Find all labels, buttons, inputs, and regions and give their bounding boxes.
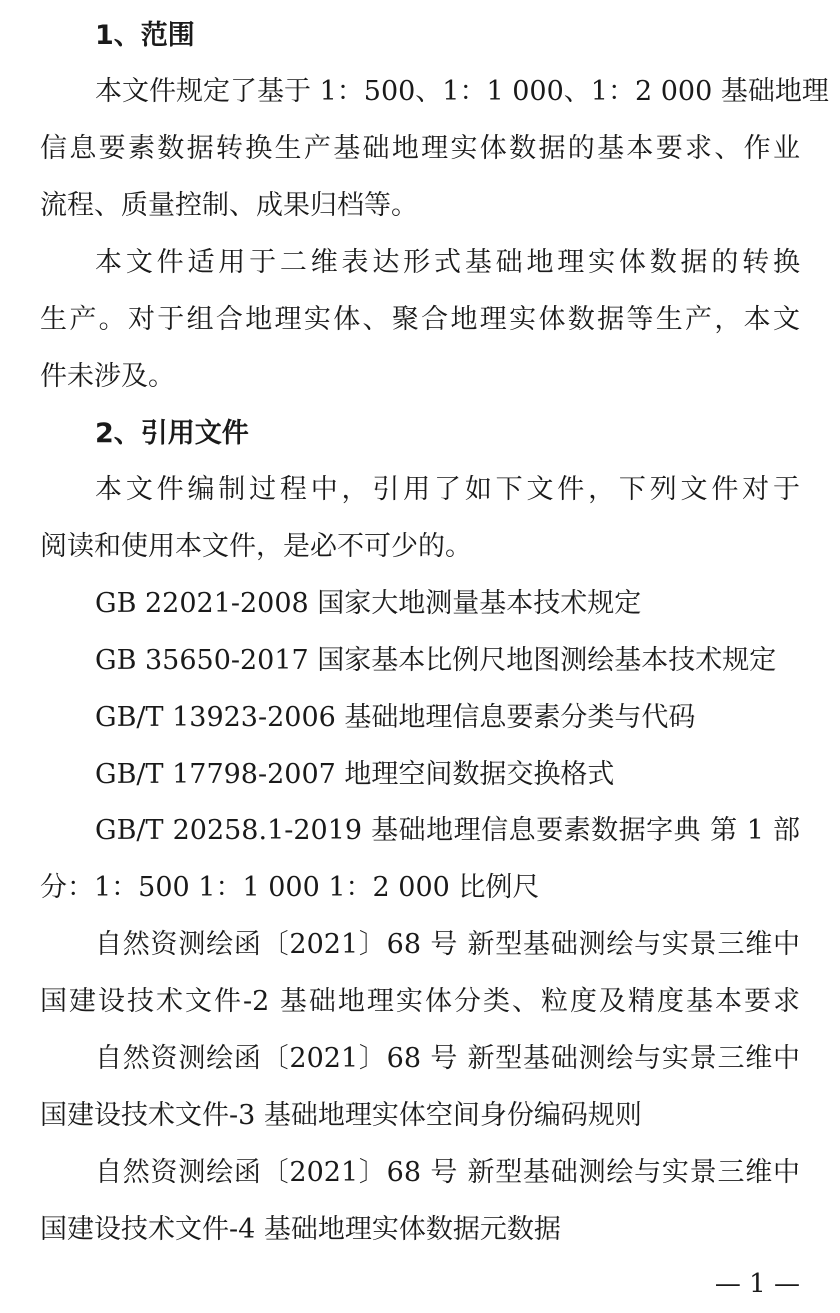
reference-item-continuation: 国建设技术文件-3 基础地理实体空间身份编码规则 [40, 1100, 642, 1131]
paragraph-line: 流程、质量控制、成果归档等。 [40, 190, 418, 221]
section-heading-references: 2、引用文件 [95, 418, 249, 449]
reference-item: GB/T 17798-2007 地理空间数据交换格式 [95, 759, 615, 790]
reference-item: GB/T 20258.1-2019 基础地理信息要素数据字典 第 1 部 [95, 815, 800, 846]
paragraph-line: 生产。对于组合地理实体、聚合地理实体数据等生产，本文 [40, 304, 800, 335]
paragraph-line: 阅读和使用本文件，是必不可少的。 [40, 531, 472, 562]
reference-item: 自然资测绘函〔2021〕68 号 新型基础测绘与实景三维中 [95, 1043, 800, 1074]
reference-item: 自然资测绘函〔2021〕68 号 新型基础测绘与实景三维中 [95, 929, 800, 960]
reference-item-continuation: 国建设技术文件-2 基础地理实体分类、粒度及精度基本要求 [40, 986, 800, 1017]
paragraph-line: 本文件规定了基于 1：500、1：1 000、1：2 000 基础地理 [95, 76, 829, 107]
reference-item: GB 35650-2017 国家基本比例尺地图测绘基本技术规定 [95, 645, 777, 676]
section-heading-scope: 1、范围 [95, 20, 195, 51]
reference-item-continuation: 分：1：500 1：1 000 1：2 000 比例尺 [40, 872, 540, 903]
paragraph-line: 信息要素数据转换生产基础地理实体数据的基本要求、作业 [40, 133, 800, 164]
paragraph-line: 本文件适用于二维表达形式基础地理实体数据的转换 [95, 247, 800, 278]
reference-item: 自然资测绘函〔2021〕68 号 新型基础测绘与实景三维中 [95, 1157, 800, 1188]
page-number: — 1 — [714, 1269, 800, 1299]
reference-item: GB 22021-2008 国家大地测量基本技术规定 [95, 588, 642, 619]
paragraph-line: 件未涉及。 [40, 361, 175, 392]
paragraph-line: 本文件编制过程中，引用了如下文件，下列文件对于 [95, 474, 800, 505]
reference-item: GB/T 13923-2006 基础地理信息要素分类与代码 [95, 702, 696, 733]
reference-item-continuation: 国建设技术文件-4 基础地理实体数据元数据 [40, 1214, 561, 1245]
